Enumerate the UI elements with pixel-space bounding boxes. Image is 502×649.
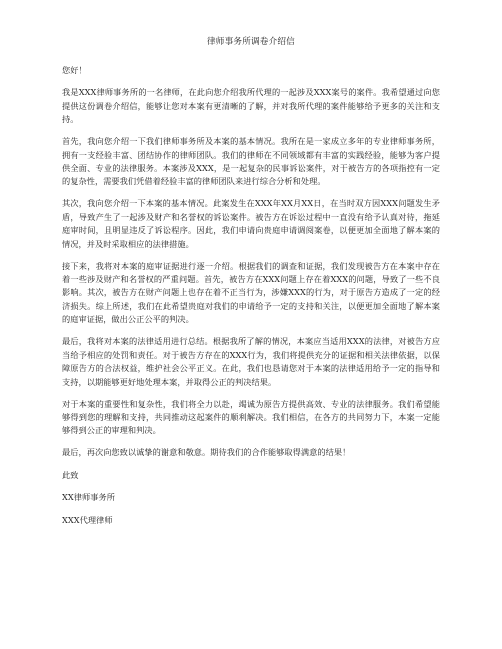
paragraph-firm-overview: 首先，我向您介绍一下我们律师事务所及本案的基本情况。我所在是一家成立多年的专业律师事务所，拥有一支经验丰富、团结协作的律师团队。我们的律师在不同领域都有丰富的实践经验，能够为客户提供全面、专业的法律服务。本案涉及XXX，是一起复杂的民事诉讼案件，对于被告方的各项指控有一定的复杂性，需要我们凭借着经验丰富的律师团队来进行综合分析和处理。: [62, 136, 440, 187]
paragraph-thanks: 最后，再次向您致以诚挚的谢意和敬意。期待我们的合作能够取得满意的结果！: [62, 447, 351, 458]
signature-person: XXX代理律师: [62, 514, 113, 525]
closing-salutation: 此致: [62, 469, 79, 480]
greeting: 您好！: [62, 65, 87, 75]
signature-firm: XX律师事务所: [62, 492, 115, 503]
document-title: 律师事务所调卷介绍信: [207, 37, 295, 47]
paragraph-law-application: 最后，我将对本案的法律适用进行总结。根据我所了解的情况，本案应当适用XXX的法律，对被告方应当给予相应的处罚和责任。对于被告方存在的XXX行为，我们将提供充分的证据和相关法律依据，以保障原告方的合法权益，维护社会公平正义。在此，我们也恳请您对于本案的法律适用给予一定的指导和支持，以期能够更好地处理本案，并取得公正的判决结果。: [62, 336, 440, 387]
paragraph-case-overview: 其次，我向您介绍一下本案的基本情况。此案发生在XXX年XX月XX日，在当时双方因XXX问题发生矛盾，导致产生了一起涉及财产和名誉权的诉讼案件。被告方在诉讼过程中一直没有给予认真对待，拖延庭审时间，且明显违反了诉讼程序。因此，我们申请向贵庭申请调阅案卷，以便更加全面地了解本案的情况，并及时采取相应的法律措施。: [62, 198, 440, 249]
paragraph-evidence: 接下来，我将对本案的庭审证据进行逐一介绍。根据我们的调查和证据，我们发现被告方在本案中存在着一些涉及财产和名誉权的严重问题。首先，被告方在XXX问题上存在着XXX的问题，导致了一些不良影响。其次，被告方在财产问题上也存在着不正当行为，涉嫌XXX的行为，对于原告方造成了一定的经济损失。综上所述，我们在此希望贵庭对我们的申请给予一定的支持和关注，以便更加全面地了解本案的庭审证据，做出公正公平的判决。: [62, 260, 440, 325]
paragraph-commitment: 对于本案的重要性和复杂性，我们将全力以赴，竭诚为原告方提供高效、专业的法律服务。我们希望能够得到您的理解和支持，共同推动这起案件的顺利解决。我们相信，在各方的共同努力下，本案一定能够得到公正的审理和判决。: [62, 398, 440, 436]
paragraph-intro: 我是XXX律师事务所的一名律师，在此向您介绍我所代理的一起涉及XXX案号的案件。我希望通过向您提供这份调卷介绍信，能够让您对本案有更清晰的了解，并对我所代理的案件能够给予更多的关注和支持。: [62, 87, 440, 125]
